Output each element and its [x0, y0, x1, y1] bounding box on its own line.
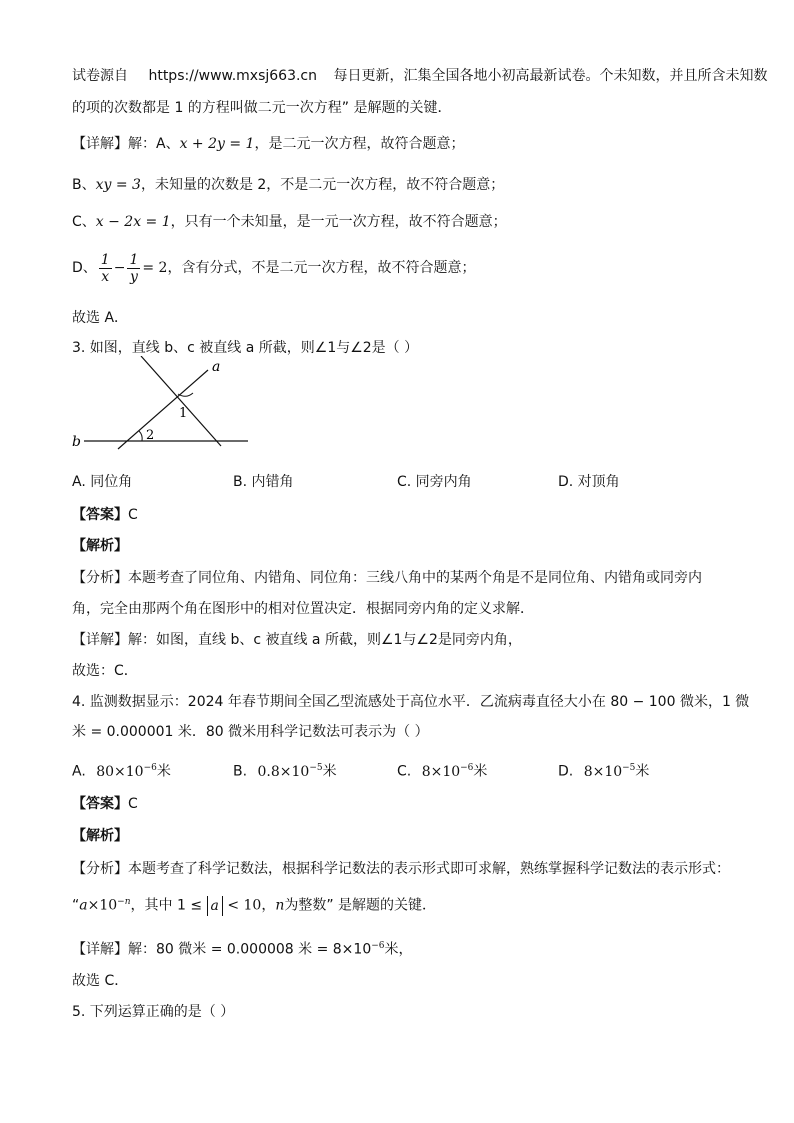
- q4-analysis-1: [72, 859, 734, 879]
- analysis-mid: ，其中 1 ≤: [130, 897, 203, 914]
- label-b: b: [72, 434, 81, 450]
- q3-figure: [66, 356, 266, 456]
- q2-c-prefix: C、: [72, 214, 96, 230]
- text-line: [72, 98, 734, 118]
- q4-stem-1: [72, 692, 750, 712]
- option-coef: 8×10: [583, 763, 623, 780]
- q2-d-prefix: D、: [72, 260, 97, 276]
- q3-option-a[interactable]: [72, 472, 132, 492]
- q2-a-text: ，是二元一次方程，故符合题意；: [254, 136, 465, 152]
- analysis-label: 【解析】: [72, 538, 128, 554]
- q3-analysis-1: [72, 568, 734, 588]
- choose-text: 故选：C．: [72, 663, 138, 679]
- equation-rest: = 2: [142, 260, 168, 276]
- q4-answer: [72, 794, 734, 814]
- q5-stem-text: 5. 下列运算正确的是（ ）: [72, 1004, 235, 1020]
- option-label: D. 对顶角: [558, 474, 620, 490]
- option-letter: C.: [397, 763, 412, 780]
- option-coef: 0.8×10: [257, 763, 310, 780]
- times-ten: ×10: [87, 897, 118, 914]
- q4-option-c[interactable]: [397, 758, 487, 782]
- q2-choose-text: 故选 A．: [72, 310, 129, 326]
- q4-stem-text: 4. 监测数据显示：2024 年春节期间全国乙型流感处于高位水平．乙流病毒直径大小在 80 − 100 微米，1 微: [72, 694, 750, 710]
- header-source: 试卷源自: [72, 68, 128, 84]
- label-a: a: [212, 359, 221, 375]
- q3-analysis-label: [72, 536, 734, 556]
- q2-c-equation: x − 2x = 1: [95, 214, 171, 230]
- option-unit: 米: [635, 763, 650, 780]
- header-tagline: 每日更新，汇集全国各地小初高最新试卷。: [333, 68, 600, 84]
- q3-option-b[interactable]: [233, 472, 294, 492]
- q4-detail: [72, 936, 734, 960]
- analysis-text: 角，完全由那两个角在图形中的相对位置决定．根据同旁内角的定义求解．: [72, 601, 534, 617]
- numerator: 1: [100, 251, 110, 268]
- option-label: A. 同位角: [72, 474, 133, 490]
- q3-detail: [72, 630, 734, 650]
- q2-choose: [72, 308, 734, 328]
- q3-option-c[interactable]: [397, 472, 472, 492]
- q4-option-d[interactable]: [558, 758, 649, 782]
- answer-value: C: [128, 507, 138, 523]
- header-continuation: 个未知数，并且所含未知数: [599, 68, 768, 84]
- less-than-ten: < 10，: [227, 897, 276, 914]
- exponent: −n: [117, 897, 131, 907]
- option-letter: A.: [72, 763, 86, 780]
- detail-text: 【详解】解：如图，直线 b、c 被直线 a 所截，则∠1与∠2是同旁内角，: [72, 632, 522, 648]
- answer-value: C: [128, 796, 138, 812]
- option-unit: 米: [156, 763, 171, 780]
- open-quote: “: [72, 897, 80, 914]
- q4-analysis-2: [72, 892, 734, 916]
- q3-choose: [72, 661, 734, 681]
- q5-stem: [72, 1002, 734, 1022]
- option-exp: −6: [460, 763, 474, 773]
- option-label: B. 内错角: [233, 474, 294, 490]
- detail-suffix: 米，: [384, 941, 413, 958]
- q2-d-text: ，含有分式，不是二元一次方程，故不符合题意；: [167, 260, 476, 276]
- option-letter: D.: [558, 763, 574, 780]
- analysis-text: 【分析】本题考查了科学记数法，根据科学记数法的表示形式即可求解，熟练掌握科学记数法的表示形式：: [72, 861, 730, 877]
- q2-detail-b: [72, 175, 734, 195]
- option-coef: 80×10: [96, 763, 144, 780]
- answer-label: 【答案】: [72, 796, 128, 812]
- header-line: [72, 66, 768, 86]
- q3-stem: [72, 338, 734, 358]
- minus-sign: −: [113, 260, 126, 276]
- angle-2-arc: [139, 431, 142, 441]
- q2-c-text: ，只有一个未知量，是一元一次方程，故不符合题意；: [170, 214, 507, 230]
- fraction: [99, 252, 112, 285]
- detail-prefix: 【详解】解：80 微米 = 0.000008 米 = 8×10: [72, 941, 372, 958]
- q2-b-text: ，未知量的次数是 2，不是二元一次方程，故不符合题意；: [140, 177, 505, 193]
- q3-answer: [72, 505, 734, 525]
- q4-choose: [72, 971, 734, 991]
- q2-detail-c: [72, 212, 734, 232]
- q3-analysis-2: [72, 599, 734, 619]
- analysis-label: 【解析】: [72, 828, 128, 844]
- q2-detail-a: [72, 134, 734, 154]
- q4-analysis-label: [72, 826, 734, 846]
- var-n: n: [275, 897, 285, 914]
- denominator: y: [129, 268, 138, 285]
- q2-b-equation: xy = 3: [95, 177, 141, 193]
- q3-option-d[interactable]: [558, 472, 620, 492]
- header-url[interactable]: https://www.mxsj663.cn: [148, 68, 317, 84]
- detail-exponent: −6: [371, 941, 385, 951]
- header-continuation-2: 的项的次数都是 1 的方程叫做二元一次方程” 是解题的关键．: [72, 100, 452, 116]
- q4-stem-text: 米 = 0.000001 米．80 微米用科学记数法可表示为（ ）: [72, 724, 429, 740]
- abs-value-a: a: [207, 896, 223, 916]
- q2-detail-d: [72, 248, 734, 288]
- option-coef: 8×10: [421, 763, 461, 780]
- denominator: x: [101, 268, 110, 285]
- line-c: [118, 370, 208, 449]
- var-a: a: [79, 897, 88, 914]
- option-unit: 米: [322, 763, 337, 780]
- option-unit: 米: [473, 763, 488, 780]
- option-label: C. 同旁内角: [397, 474, 472, 490]
- option-exp: −5: [622, 763, 636, 773]
- option-exp: −5: [309, 763, 323, 773]
- numerator: 1: [129, 251, 139, 268]
- q4-option-b[interactable]: [233, 758, 337, 782]
- option-letter: B.: [233, 763, 248, 780]
- fraction: [127, 252, 140, 285]
- label-1: 1: [179, 406, 188, 421]
- option-exp: −6: [143, 763, 157, 773]
- q2-a-equation: x + 2y = 1: [179, 136, 255, 152]
- q2-b-prefix: B、: [72, 177, 96, 193]
- q2-detail-prefix: 【详解】解：A、: [72, 136, 180, 152]
- q4-stem-2: [72, 722, 734, 742]
- q3-stem-text: 3. 如图，直线 b、c 被直线 a 所截，则∠1与∠2是（ ）: [72, 340, 419, 356]
- analysis-end: 为整数” 是解题的关键．: [284, 897, 437, 914]
- choose-text: 故选 C．: [72, 973, 129, 989]
- q4-option-a[interactable]: [72, 758, 171, 782]
- analysis-text: 【分析】本题考查了同位角、内错角、同位角：三线八角中的某两个角是不是同位角、内错角或同旁内: [72, 570, 702, 586]
- label-2: 2: [146, 428, 155, 443]
- answer-label: 【答案】: [72, 507, 128, 523]
